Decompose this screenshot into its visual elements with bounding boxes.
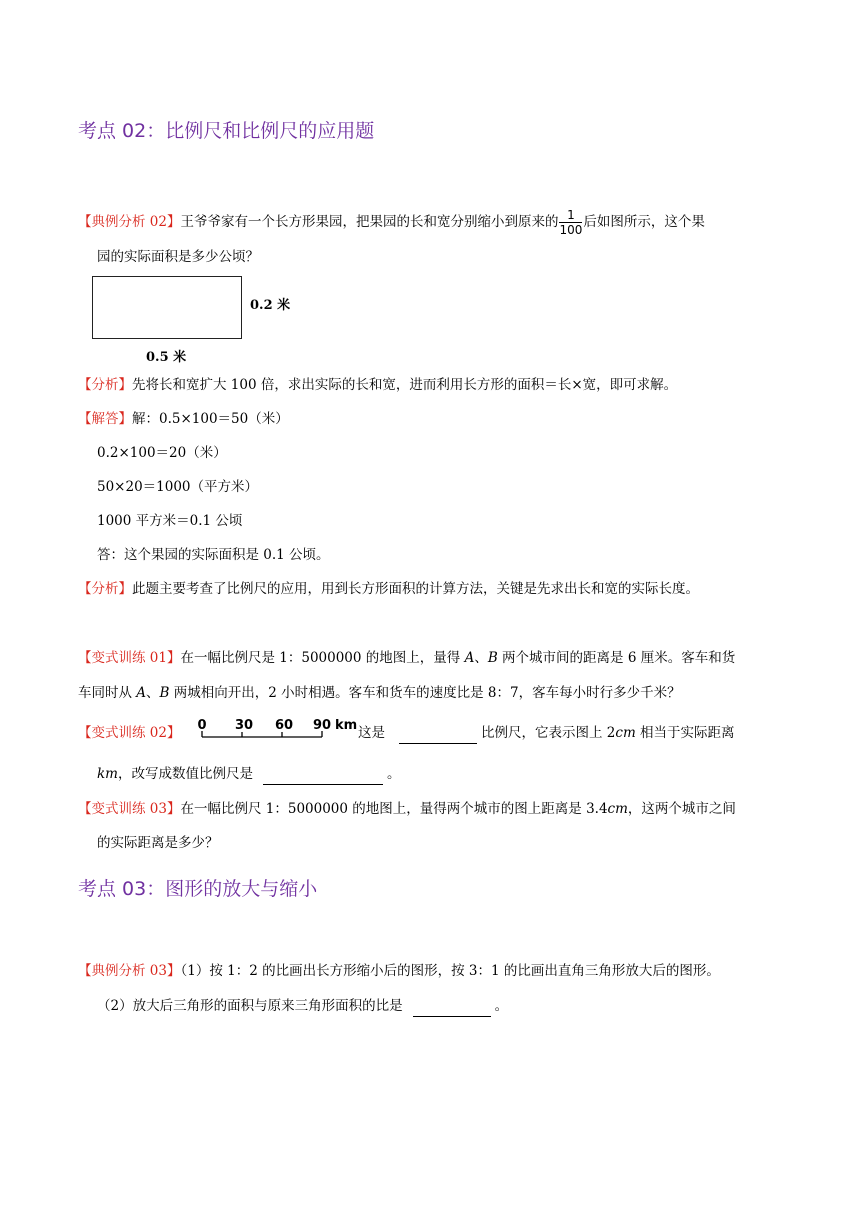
answer-blank[interactable] — [399, 723, 477, 744]
unit-km: km — [97, 766, 118, 782]
fraction-numerator: 1 — [559, 208, 582, 223]
example-text: （1）按 1：2 的比画出长方形缩小后的图形，按 3：1 的比画出直角三角形放大后的图形。 — [180, 963, 720, 979]
answer-text: 解：0.5×100＝50（米） — [132, 411, 289, 427]
variant-02-line2 — [97, 764, 400, 785]
example-03-line1 — [78, 961, 720, 981]
example-text: （2）放大后三角形的面积与原来三角形面积的比是 — [97, 998, 403, 1014]
variant-tag: 【变式训练 01】 — [78, 650, 181, 666]
variant-tag: 【变式训练 03】 — [78, 801, 181, 817]
city-a-label: A — [464, 650, 475, 666]
length-label: 0.5 米 — [146, 350, 187, 365]
scale-tick-label: 0 — [198, 718, 207, 733]
example-02-line1 — [78, 208, 705, 237]
section-title-02: 考点 02：比例尺和比例尺的应用题 — [78, 120, 375, 142]
line-scale-bar — [198, 717, 358, 743]
scale-tick-label: 30 — [234, 718, 254, 733]
variant-text: 、 — [474, 650, 488, 666]
variant-02-line1 — [358, 723, 735, 744]
scale-tick-label: 60 — [274, 718, 294, 733]
variant-text: 比例尺，它表示图上 2 — [481, 725, 616, 741]
unit-cm: cm — [607, 801, 628, 817]
variant-text: 这是 — [358, 725, 385, 741]
analysis-1 — [78, 375, 677, 395]
analysis-tag: 【分析】 — [78, 377, 132, 393]
analysis-text: 此题主要考查了比例尺的应用，用到长方形面积的计算方法，关键是先求出长和宽的实际长度。 — [132, 581, 699, 597]
variant-01-line1 — [78, 648, 735, 668]
city-a-label: A — [136, 685, 147, 701]
width-label: 0.2 米 — [250, 298, 291, 313]
variant-text: 、 — [146, 685, 160, 701]
variant-text: 在一幅比例尺是 1：5000000 的地图上，量得 — [180, 650, 465, 666]
variant-03-line2: 的实际距离是多少？ — [97, 835, 219, 851]
fraction-denominator: 100 — [559, 223, 583, 237]
variant-text: 两个城市间的距离是 6 厘米。客车和货 — [497, 650, 736, 666]
scale-tick-label: 90 — [312, 718, 332, 733]
answer-line4: 1000 平方米＝0.1 公顷 — [97, 513, 243, 529]
answer-line1 — [78, 409, 289, 429]
city-b-label: B — [159, 685, 170, 701]
variant-text: 。 — [386, 766, 401, 782]
answer-line3: 50×20＝1000（平方米） — [97, 479, 259, 495]
example-tag: 【典例分析 03】 — [78, 963, 181, 979]
city-b-label: B — [487, 650, 498, 666]
example-text: 。 — [494, 998, 509, 1014]
answer-blank[interactable] — [413, 996, 491, 1017]
answer-tag: 【解答】 — [78, 411, 132, 427]
variant-text: ，改写成数值比例尺是 — [117, 766, 253, 782]
variant-text: ，这两个城市之间 — [627, 801, 736, 817]
rectangle-figure — [92, 276, 242, 339]
section-title-03: 考点 03：图形的放大与缩小 — [78, 878, 318, 900]
variant-text: 在一幅比例尺 1：5000000 的地图上，量得两个城市的图上距离是 3.4 — [180, 801, 608, 817]
scale-unit-label: km — [335, 718, 358, 733]
variant-text: 相当于实际距离 — [635, 725, 735, 741]
scale-bar-graphic — [198, 717, 358, 743]
variant-text: 两城相向开出，2 小时相遇。客车和货车的速度比是 8：7，客车每小时行多少千米？ — [169, 685, 681, 701]
example-text: 后如图所示，这个果 — [583, 214, 705, 230]
example-02-line2: 园的实际面积是多少公顷？ — [97, 249, 259, 265]
analysis-2 — [78, 579, 699, 599]
fraction — [559, 208, 582, 237]
example-03-line2 — [97, 996, 508, 1017]
example-tag: 【典例分析 02】 — [78, 214, 181, 230]
answer-line2: 0.2×100＝20（米） — [97, 445, 227, 461]
unit-cm: cm — [615, 725, 636, 741]
variant-02-tag: 【变式训练 02】 — [78, 725, 181, 741]
variant-text: 车同时从 — [78, 685, 137, 701]
variant-01-line2 — [78, 683, 681, 703]
analysis-tag: 【分析】 — [78, 581, 132, 597]
analysis-text: 先将长和宽扩大 100 倍，求出实际的长和宽，进而利用长方形的面积＝长×宽，即可求解。 — [132, 377, 678, 393]
answer-line5: 答：这个果园的实际面积是 0.1 公顷。 — [97, 547, 330, 563]
example-text: 王爷爷家有一个长方形果园，把果园的长和宽分别缩小到原来的 — [180, 214, 559, 230]
answer-blank[interactable] — [263, 764, 383, 785]
variant-03-line1 — [78, 799, 736, 819]
